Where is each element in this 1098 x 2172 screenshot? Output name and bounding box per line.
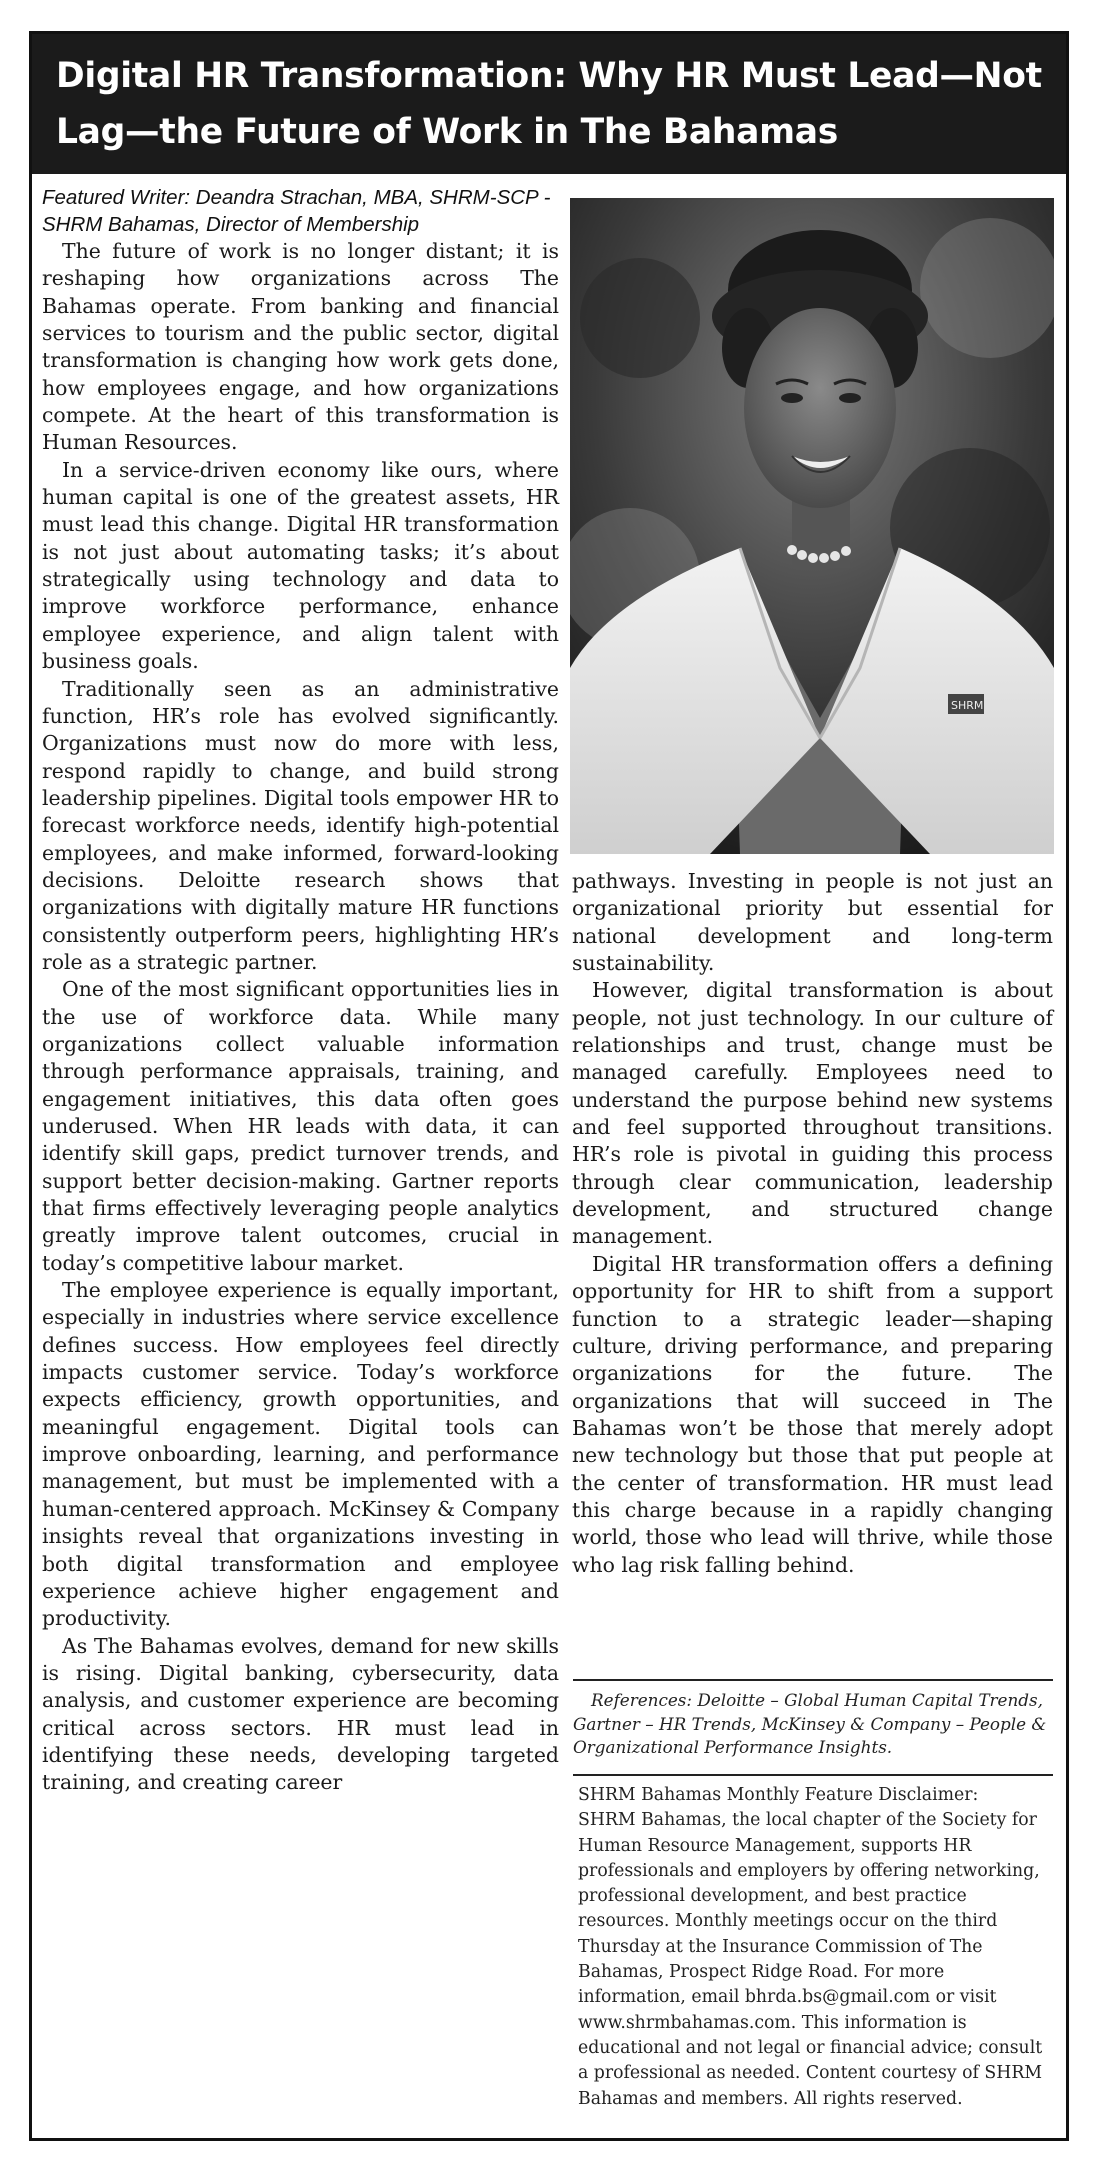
author-photo: [570, 198, 1054, 854]
paragraph-continued: pathways. Investing in people is not just an organizational priority but essential for national development and long-term sustainability.: [572, 869, 1053, 976]
title-banner: [32, 34, 1066, 174]
references-divider: [573, 1679, 1053, 1681]
references: References: Deloitte – Global Human Capital Trends, Gartner – HR Trends, McKinsey & Company – People & Organizational Performance Insights.: [573, 1690, 1047, 1757]
paragraph: However, digital transformation is about people, not just technology. In our culture of relationships and trust, change must be managed carefully. Employees need to understand the purpose behind new systems and feel supported throughout transitions. HR’s role is pivotal in guiding this process through clear communication, leadership development, and structured change management.: [572, 978, 1053, 1249]
badge-logo: SHRM: [951, 699, 984, 712]
body-column-right: [572, 868, 1053, 1579]
paragraph: Digital HR transformation offers a defining opportunity for HR to shift from a support function to a strategic leader—shaping culture, driving performance, and preparing organizations for the future. The organizations that will succeed in The Bahamas won’t be those that merely adopt new technology but those that put people at the center of transformation. HR must lead this charge because in a rapidly changing world, those who lead will thrive, while those who lag risk falling behind.: [572, 1251, 1053, 1577]
paragraph: In a service-driven economy like ours, where human capital is one of the greatest assets, HR must lead this change. Digital HR transformation is not just about automating tasks; it’s about strategically using technology and data to improve workforce performance, enhance employee experience, and align talent with business goals.: [42, 457, 559, 674]
paragraph: Traditionally seen as an administrative function, HR’s role has evolved significantly. Organizations must now do more with less, respond rapidly to change, and build strong leadership pipelines. Digital tools empower HR to forecast workforce needs, identify high-potential employees, and make informed, forward-looking decisions. Deloitte research shows that organizations with digitally mature HR functions consistently outperform peers, highlighting HR’s role as a strategic partner.: [42, 676, 559, 974]
paragraph: The future of work is no longer distant; it is reshaping how organizations across The Bahamas operate. From banking and financial services to tourism and the public sector, digital transformation is changing how work gets done, how employees engage, and how organizations compete. At the heart of this transformation is Human Resources.: [42, 239, 559, 455]
disclaimer-divider: [573, 1774, 1053, 1776]
article-frame: [29, 31, 1069, 2141]
author-portrait-image: [570, 198, 1054, 854]
article-title: Digital HR Transformation: Why HR Must Lead—Not Lag—the Future of Work in The Bahamas: [56, 56, 1042, 152]
disclaimer-box: [578, 1783, 1046, 2112]
paragraph: The employee experience is equally important, especially in industries where service excellence defines success. How employees feel directly impacts customer service. Today’s workforce expects efficiency, growth opportunities, and meaningful engagement. Digital tools can improve onboarding, learning, and performance management, but must be implemented with a human-centered approach. McKinsey & Company insights reveal that organizations investing in both digital transformation and employee experience achieve higher engagement and productivity.: [42, 1278, 559, 1631]
disclaimer-heading: SHRM Bahamas Monthly Feature Disclaimer:: [578, 1785, 979, 1805]
byline: Featured Writer: Deandra Strachan, MBA, SHRM-SCP - SHRM Bahamas, Director of Membership: [42, 186, 551, 236]
paragraph: One of the most significant opportunities lies in the use of workforce data. While many organizations collect valuable information through performance appraisals, training, and engagement initiatives, this data often goes underused. When HR leads with data, it can identify skill gaps, predict turnover trends, and support better decision-making. Gartner reports that firms effectively leveraging people analytics greatly improve talent outcomes, crucial in today’s competitive labour market.: [42, 977, 559, 1275]
body-column-left: [42, 238, 559, 1797]
paragraph: As The Bahamas evolves, demand for new skills is rising. Digital banking, cybersecurity, data analysis, and customer experience are becoming critical across sectors. HR must lead in identifying these needs, developing targeted training, and creating career: [42, 1633, 559, 1795]
disclaimer-text: SHRM Bahamas, the local chapter of the Society for Human Resource Management, supports HR professionals and employers by offering networking, professional development, and best practice resources. Monthly meetings occur on the third Thursday at the Insurance Commission of The Bahamas, Prospect Ridge Road. For more information, email bhrda.bs@gmail.com or visit www.shrmbahamas.com. This information is educational and not legal or financial advice; consult a professional as needed. Content courtesy of SHRM Bahamas and members. All rights reserved.: [578, 1810, 1043, 2109]
